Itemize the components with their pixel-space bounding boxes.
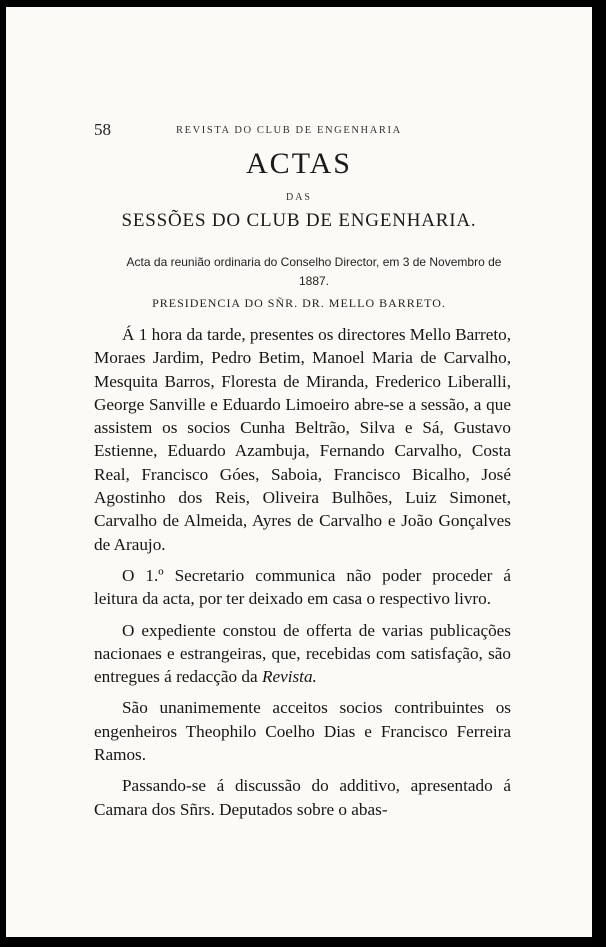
paragraph-attendance: Á 1 hora da tarde, presentes os directores Mello Barreto, Moraes Jardim, Pedro Betim, Manoel Maria de Carvalho, Mesquita Barros, Floresta de Miranda, Frederico Liberalli, George Sanville e Eduardo Limoeiro abre-se a sessão, a que assistem os socios Cunha Beltrão, Silva e Sá, Gustavo Estienne, Eduardo Azambuja, Fernando Carvalho, Costa Real, Francisco Góes, Saboia, Francisco Bicalho, José Agostinho dos Reis, Oliveira Bulhões, Luiz Simonet, Carvalho de Almeida, Ayres de Carvalho e João Gonçalves de Araujo. — [94, 325, 511, 554]
presidency-line: PRESIDENCIA DO SÑR. DR. MELLO BARRETO. — [152, 296, 446, 310]
page-header — [94, 120, 534, 142]
paragraph-new-members: São unanimemente acceitos socios contribuintes os engenheiros Theophilo Coelho Dias e Francisco Ferreira Ramos. — [94, 698, 511, 765]
meeting-heading: Acta da reunião ordinaria do Conselho Director, em 3 de Novembro de 1887. — [126, 255, 502, 288]
running-title: REVISTA DO CLUB DE ENGENHARIA — [176, 125, 402, 136]
paragraph-additive: Passando-se á discussão do additivo, apresentado á Camara dos Sñrs. Deputados sobre o abas- — [94, 776, 511, 819]
revista-emphasis: Revista. — [261, 667, 317, 687]
minutes-body — [94, 323, 511, 829]
document-page — [6, 7, 592, 937]
page-number: 58 — [94, 120, 111, 139]
paragraph-expediente-text: O expediente constou de offerta de varias publicações nacionaes e estrangeiras, que, recebidas com satisfação, são entregues á redacção da — [94, 620, 511, 687]
section-title: ACTAS — [246, 147, 352, 180]
paragraph-secretary: O 1.º Secretario communica não poder proceder á leitura da acta, por ter deixado em casa o respectivo livro. — [94, 565, 511, 609]
section-subtitle: SESSÕES DO CLUB DE ENGENHARIA. — [121, 210, 477, 231]
paragraph-expediente — [94, 619, 511, 689]
section-title-connector: DAS — [285, 192, 312, 203]
